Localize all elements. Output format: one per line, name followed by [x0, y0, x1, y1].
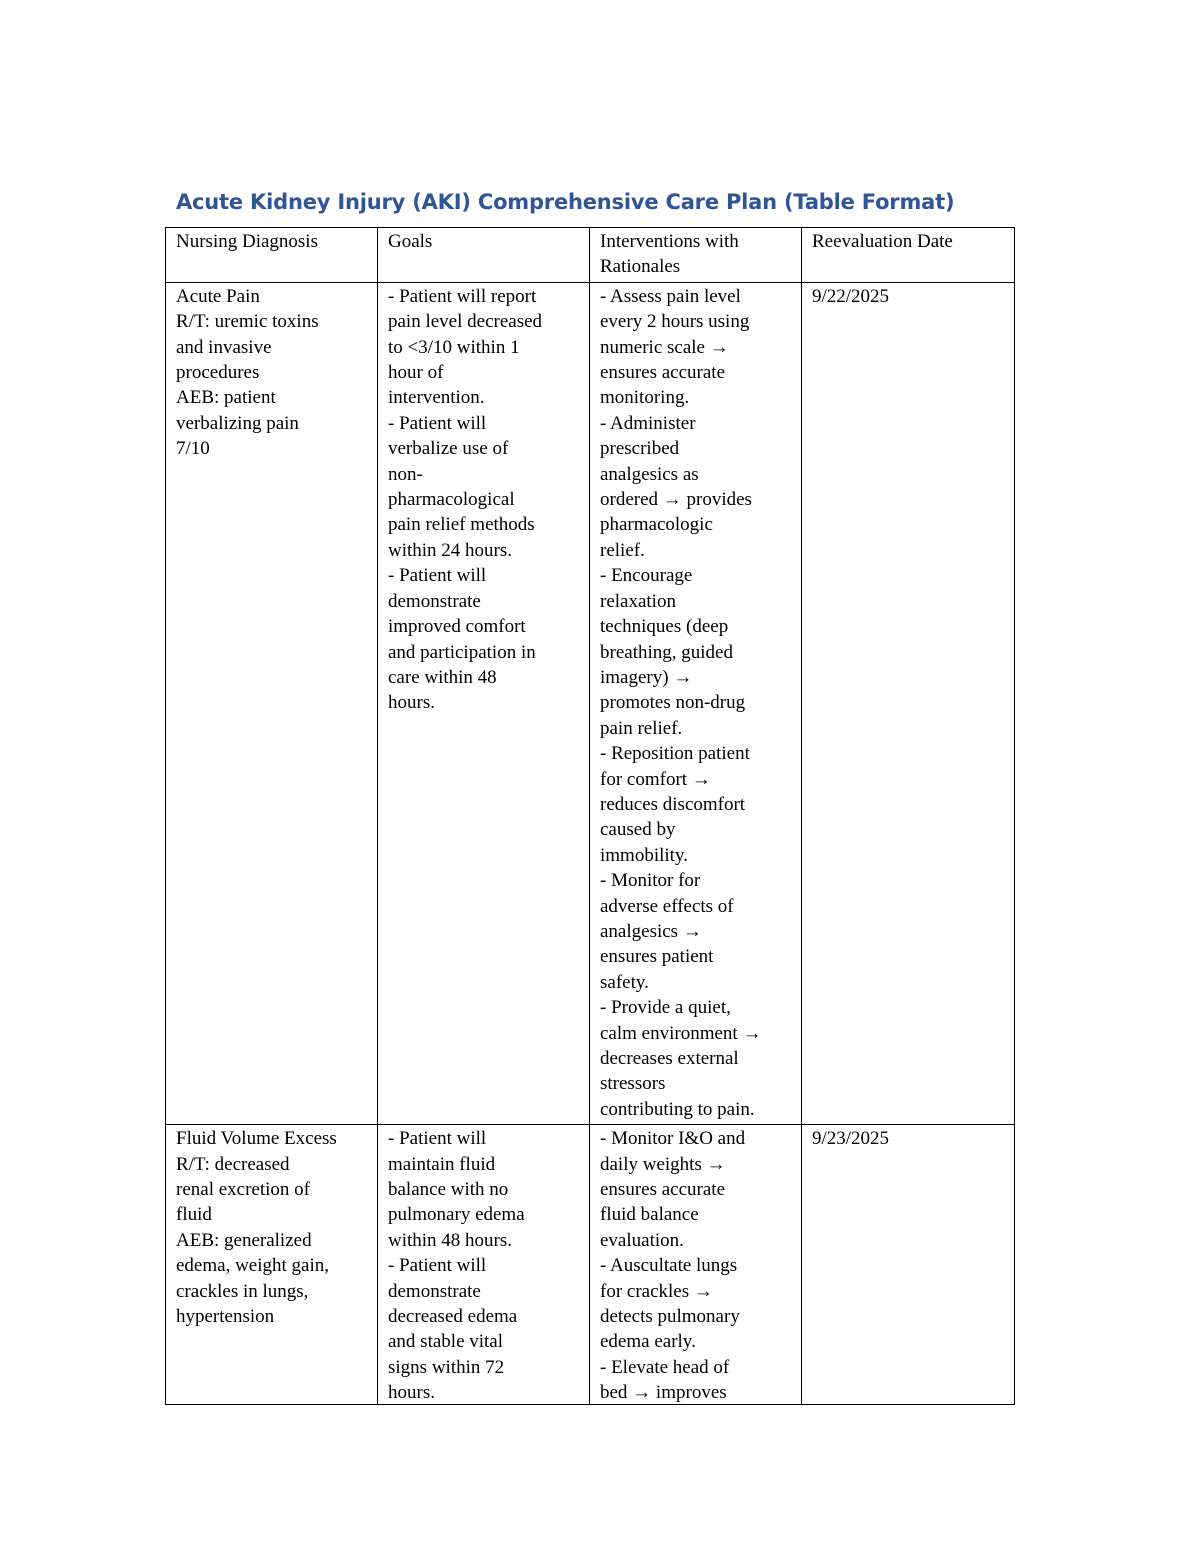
cell-text-line: ensures patient — [600, 946, 714, 968]
cell-text-line: hours. — [388, 1382, 435, 1403]
cell-text-line: - Patient will report — [388, 285, 537, 307]
document-title: Acute Kidney Injury (AKI) Comprehensive Care Plan (Table Format) — [176, 190, 955, 214]
cell-text-line: R/T: uremic toxins — [176, 311, 319, 333]
cell-text-line: AEB: patient — [176, 387, 276, 409]
table-row — [166, 282, 1015, 1124]
cell-text-line: - Administer — [600, 412, 696, 434]
cell-text-line: Acute Pain — [176, 285, 260, 307]
cell-text-line: detects pulmonary — [600, 1306, 740, 1328]
cell-text-line: pharmacological — [388, 489, 515, 511]
cell-text-line: reduces discomfort — [600, 793, 746, 815]
cell-text-line: ensures accurate — [600, 1179, 726, 1201]
cell-goals — [378, 282, 590, 1124]
cell-text-line: edema, weight gain, — [176, 1255, 330, 1277]
cell-text-line: hour of — [388, 362, 444, 384]
header-interventions — [590, 228, 802, 283]
cell-text-line: - Monitor I&O and — [600, 1128, 746, 1150]
cell-text-line: daily weights → — [600, 1153, 726, 1175]
cell-text-line: analgesics as — [600, 463, 699, 485]
cell-text-line: 9/23/2025 — [812, 1128, 890, 1150]
cell-interventions — [590, 282, 802, 1124]
table-row — [166, 1125, 1015, 1405]
cell-text-line: balance with no — [388, 1179, 509, 1201]
cell-text-line: ordered → provides — [600, 489, 752, 511]
cell-text-line: prescribed — [600, 438, 680, 460]
cell-text-line: renal excretion of — [176, 1179, 310, 1201]
cell-text-line: bed → improves — [600, 1382, 727, 1403]
cell-text-line: stressors — [600, 1073, 666, 1095]
cell-text-line: - Patient will — [388, 412, 487, 434]
cell-text-line: promotes non-drug — [600, 692, 746, 714]
cell-text-line: demonstrate — [388, 590, 481, 612]
cell-text-line: pulmonary edema — [388, 1204, 525, 1226]
cell-text-line: - Reposition patient — [600, 743, 750, 765]
cell-text-line: Rationales — [600, 256, 681, 278]
cell-text-line: - Monitor for — [600, 870, 701, 892]
cell-text-line: to <3/10 within 1 — [388, 336, 520, 358]
cell-text-line: within 24 hours. — [388, 539, 513, 561]
cell-text-line: care within 48 — [388, 666, 497, 688]
cell-text-line: maintain fluid — [388, 1153, 496, 1175]
cell-goals — [378, 1125, 590, 1405]
cell-text-line: decreases external — [600, 1048, 739, 1069]
cell-interventions — [590, 1125, 802, 1405]
cell-text-line: 7/10 — [176, 438, 210, 460]
cell-text-line: procedures — [176, 362, 260, 384]
cell-text-line: Goals — [388, 231, 433, 252]
cell-text-line: evaluation. — [600, 1229, 684, 1251]
cell-text-line: Nursing Diagnosis — [176, 231, 318, 252]
cell-text-line: and invasive — [176, 336, 272, 358]
cell-reevaluation-date — [802, 1125, 1015, 1405]
cell-text-line: relief. — [600, 539, 645, 561]
cell-text-line: intervention. — [388, 387, 485, 409]
header-reevaluation-date — [802, 228, 1015, 283]
cell-text-line: Reevaluation Date — [812, 231, 953, 252]
cell-text-line: contributing to pain. — [600, 1098, 755, 1120]
cell-text-line: for crackles → — [600, 1280, 713, 1302]
cell-text-line: - Patient will — [388, 565, 487, 587]
cell-text-line: 9/22/2025 — [812, 285, 890, 307]
header-goals — [378, 228, 590, 283]
cell-text-line: ensures accurate — [600, 362, 726, 384]
cell-text-line: - Assess pain level — [600, 285, 741, 307]
cell-text-line: breathing, guided — [600, 641, 733, 663]
cell-text-line: calm environment → — [600, 1022, 762, 1044]
cell-text-line: imagery) → — [600, 666, 693, 688]
cell-text-line: techniques (deep — [600, 616, 729, 638]
cell-reevaluation-date — [802, 282, 1015, 1124]
cell-text-line: verbalizing pain — [176, 412, 299, 434]
cell-text-line: hours. — [388, 692, 435, 714]
cell-text-line: adverse effects of — [600, 895, 734, 917]
cell-text-line: - Elevate head of — [600, 1356, 730, 1378]
cell-text-line: - Provide a quiet, — [600, 997, 731, 1019]
cell-diagnosis — [166, 1125, 378, 1405]
cell-text-line: numeric scale → — [600, 336, 729, 358]
cell-text-line: pharmacologic — [600, 514, 713, 536]
cell-text-line: AEB: generalized — [176, 1229, 312, 1251]
cell-text-line: Fluid Volume Excess — [176, 1128, 337, 1150]
header-nursing-diagnosis — [166, 228, 378, 283]
cell-text-line: R/T: decreased — [176, 1153, 290, 1175]
cell-text-line: - Patient will — [388, 1128, 487, 1150]
cell-diagnosis — [166, 282, 378, 1124]
cell-text-line: - Encourage — [600, 565, 693, 587]
table-header-row — [166, 228, 1015, 283]
cell-text-line: for comfort → — [600, 768, 711, 790]
cell-text-line: fluid — [176, 1204, 212, 1226]
cell-text-line: improved comfort — [388, 616, 526, 638]
cell-text-line: relaxation — [600, 590, 676, 612]
cell-text-line: immobility. — [600, 844, 688, 866]
cell-text-line: caused by — [600, 819, 676, 841]
cell-text-line: non- — [388, 463, 423, 485]
cell-text-line: within 48 hours. — [388, 1229, 513, 1251]
cell-text-line: and stable vital — [388, 1331, 504, 1353]
cell-text-line: and participation in — [388, 641, 536, 663]
cell-text-line: hypertension — [176, 1306, 275, 1328]
cell-text-line: every 2 hours using — [600, 311, 750, 333]
care-plan-table — [165, 227, 1015, 1405]
cell-text-line: crackles in lungs, — [176, 1280, 309, 1302]
cell-text-line: - Auscultate lungs — [600, 1255, 738, 1277]
cell-text-line: signs within 72 — [388, 1356, 505, 1378]
cell-text-line: - Patient will — [388, 1255, 487, 1277]
cell-text-line: decreased edema — [388, 1306, 518, 1328]
cell-text-line: pain relief methods — [388, 514, 535, 536]
cell-text-line: demonstrate — [388, 1280, 481, 1302]
cell-text-line: edema early. — [600, 1331, 696, 1353]
cell-text-line: pain relief. — [600, 717, 683, 739]
cell-text-line: Interventions with — [600, 231, 739, 252]
cell-text-line: verbalize use of — [388, 438, 509, 460]
cell-text-line: safety. — [600, 971, 649, 993]
cell-text-line: monitoring. — [600, 387, 690, 409]
cell-text-line: analgesics → — [600, 920, 702, 942]
cell-text-line: pain level decreased — [388, 311, 543, 333]
cell-text-line: fluid balance — [600, 1204, 699, 1226]
